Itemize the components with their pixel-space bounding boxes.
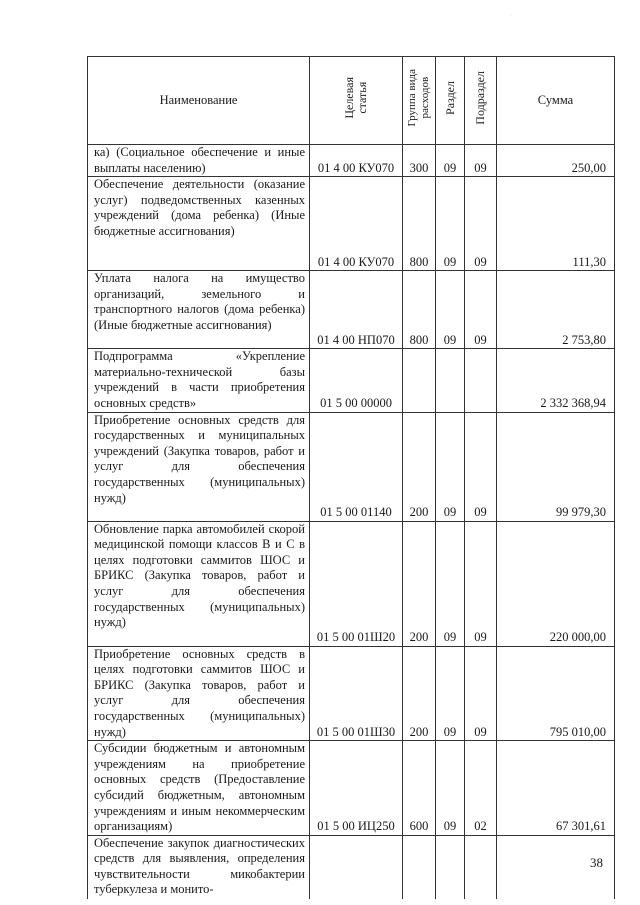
- row-target: 01 5 00 01140: [310, 412, 403, 521]
- row-sum: 67 301,61: [497, 741, 615, 836]
- row-sum: 220 000,00: [497, 521, 615, 646]
- budget-table: [87, 56, 615, 899]
- row-name: Подпрограмма «Укрепление материально-технической базы учреждений в части приобретения основных средств»: [88, 349, 310, 412]
- row-sum: 111,30: [497, 177, 615, 271]
- page-number: 38: [590, 855, 603, 870]
- header-target: [310, 57, 403, 145]
- row-name: Обновление парка автомобилей скорой медицинской помощи классов В и С в целях подготовки саммитов ШОС и БРИКС (Закупка товаров, работ и услуг для обеспечения государственных (муниципальных) нужд): [88, 521, 310, 646]
- row-group: [403, 349, 436, 412]
- row-sum: 795 010,00: [497, 646, 615, 741]
- row-subsection: 09: [465, 271, 497, 349]
- row-subsection: 09: [465, 521, 497, 646]
- row-section: [436, 835, 465, 899]
- row-subsection: [465, 349, 497, 412]
- row-subsection: 09: [465, 145, 497, 177]
- row-section: 09: [436, 521, 465, 646]
- row-name: Субсидии бюджетным и автономным учреждениям на приобретение основных средств (Предоставление субсидий бюджетным, автономным учреждениям и иным некоммерческим организациям): [88, 741, 310, 836]
- row-target: 01 4 00 КУ070: [310, 145, 403, 177]
- row-subsection: 02: [465, 741, 497, 836]
- row-name: Обеспечение деятельности (оказание услуг) подведомственных казенных учреждений (дома ребенка) (Иные бюджетные ассигнования): [88, 177, 310, 271]
- header-section-text: Раздел: [442, 81, 457, 116]
- header-section: [436, 57, 465, 145]
- row-target: 01 5 00 01Ш30: [310, 646, 403, 741]
- table-row: [88, 271, 615, 349]
- table-row: [88, 177, 615, 271]
- row-subsection: 09: [465, 177, 497, 271]
- row-group: 600: [403, 741, 436, 836]
- row-name: Приобретение основных средств в целях подготовки саммитов ШОС и БРИКС (Закупка товаров, работ и услуг для обеспечения государственных (муниципальных) нужд): [88, 646, 310, 741]
- header-subsection: [465, 57, 497, 145]
- row-group: 800: [403, 271, 436, 349]
- row-target: 01 4 00 КУ070: [310, 177, 403, 271]
- row-section: 09: [436, 646, 465, 741]
- row-target: 01 5 00 00000: [310, 349, 403, 412]
- row-sum: 99 979,30: [497, 412, 615, 521]
- table-body: [88, 145, 615, 900]
- row-target: 01 5 00 01Ш20: [310, 521, 403, 646]
- row-name: Обеспечение закупок диагностических средств для выявления, определения чувствительности микобактерии туберкулеза и монито-: [88, 835, 310, 899]
- row-group: 300: [403, 145, 436, 177]
- row-target: 01 4 00 НП070: [310, 271, 403, 349]
- header-sum: Сумма: [497, 57, 615, 145]
- row-section: 09: [436, 271, 465, 349]
- table-row: [88, 521, 615, 646]
- row-section: 09: [436, 145, 465, 177]
- row-subsection: [465, 835, 497, 899]
- table-row: [88, 349, 615, 412]
- row-subsection: 09: [465, 646, 497, 741]
- row-group: 800: [403, 177, 436, 271]
- header-group: [403, 57, 436, 145]
- row-name: ка) (Социальное обеспечение и иные выплаты населению): [88, 145, 310, 177]
- row-group: 200: [403, 646, 436, 741]
- row-section: [436, 349, 465, 412]
- header-name: Наименование: [88, 57, 310, 145]
- row-target: 01 5 00 ИЦ250: [310, 741, 403, 836]
- header-group-text: Группа вида расходов: [406, 69, 431, 127]
- row-group: 200: [403, 521, 436, 646]
- table-row: [88, 412, 615, 521]
- row-section: 09: [436, 741, 465, 836]
- row-sum: 250,00: [497, 145, 615, 177]
- row-sum: 2 332 368,94: [497, 349, 615, 412]
- table-row: [88, 145, 615, 177]
- row-group: 200: [403, 412, 436, 521]
- table-row: [88, 741, 615, 836]
- row-sum: 2 753,80: [497, 271, 615, 349]
- row-section: 09: [436, 177, 465, 271]
- row-group: [403, 835, 436, 899]
- row-name: Приобретение основных средств для государственных и муниципальных учреждений (Закупка товаров, работ и услуг для обеспечения государственных (муниципальных) нужд): [88, 412, 310, 521]
- table-header-row: [88, 57, 615, 145]
- header-subsection-text: Подраздел: [473, 71, 487, 126]
- row-target: [310, 835, 403, 899]
- table-row: [88, 835, 615, 899]
- header-target-text: Целевая статья: [342, 77, 369, 120]
- row-section: 09: [436, 412, 465, 521]
- table-row: [88, 646, 615, 741]
- row-name: Уплата налога на имущество организаций, земельного и транспортного налогов (дома ребенка) (Иные бюджетные ассигнования): [88, 271, 310, 349]
- scan-mark: ·: [510, 13, 512, 19]
- row-subsection: 09: [465, 412, 497, 521]
